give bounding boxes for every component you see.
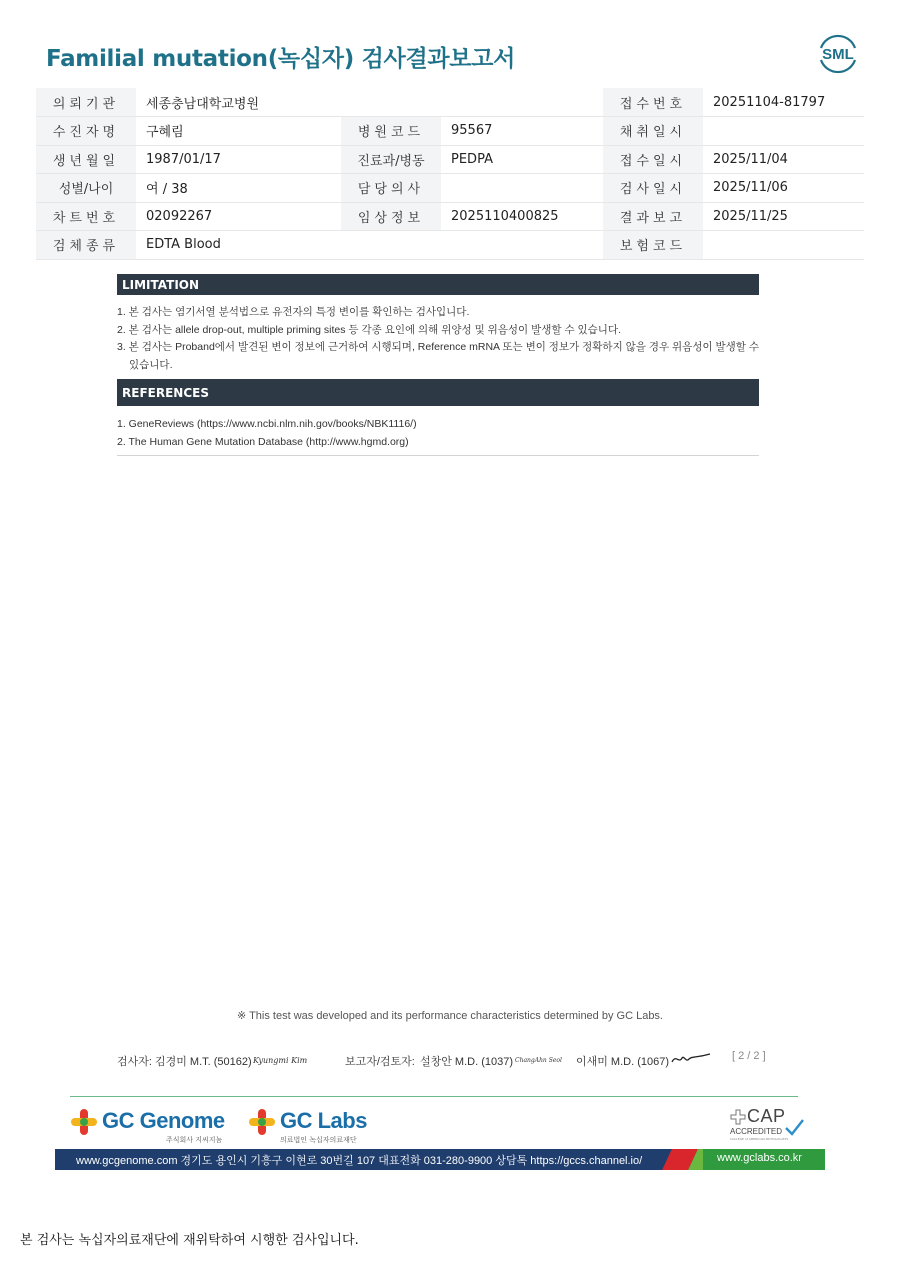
footer-rule — [70, 1096, 798, 1097]
gc-labs-logo — [248, 1108, 367, 1144]
reporter1-signature-text: ChangAhn Seol — [515, 1057, 562, 1064]
section-divider — [117, 455, 759, 456]
info-row — [36, 202, 864, 231]
info-value: 1987/01/17 — [136, 145, 341, 174]
info-value: 2025110400825 — [441, 202, 603, 231]
cap-college-text: COLLEGE of AMERICAN PATHOLOGISTS — [730, 1137, 789, 1141]
page-indicator: [ 2 / 2 ] — [732, 1050, 766, 1062]
info-row — [36, 145, 864, 174]
info-value: 여 / 38 — [136, 174, 341, 203]
report-title: Familial mutation(녹십자) 검사결과보고서 — [46, 46, 516, 72]
gc-cross-icon — [248, 1108, 276, 1136]
list-item: 3. 본 검사는 Proband에서 발견된 변이 정보에 근거하여 시행되며, Reference mRNA 또는 변이 정보가 정확하지 않을 경우 위음성이 발생할 수 있습니다. — [117, 341, 760, 371]
sml-logo-text: SML — [822, 46, 854, 63]
checkmark-icon — [784, 1118, 804, 1136]
info-label: 의뢰기관 — [36, 88, 136, 117]
info-value — [703, 117, 864, 146]
info-value — [703, 231, 864, 260]
info-value: EDTA Blood — [136, 231, 603, 260]
tester-signature-text: Kyungmi Kim — [253, 1056, 308, 1065]
info-row — [36, 88, 864, 117]
references-heading: REFERENCES — [117, 379, 759, 406]
list-item: 2. 본 검사는 allele drop-out, multiple priming sites 등 각종 요인에 의해 위양성 및 위음성이 발생할 수 있습니다. — [117, 323, 622, 336]
info-label: 수진자명 — [36, 117, 136, 146]
info-value: 95567 — [441, 117, 603, 146]
reporter2-signature — [670, 1050, 712, 1068]
gc-genome-sub: 주식회사 지씨지놈 — [166, 1136, 223, 1144]
signers-line — [117, 1050, 777, 1070]
info-label: 차트번호 — [36, 202, 136, 231]
outsourced-test-note: 본 검사는 녹십자의료재단에 재위탁하여 시행한 검사입니다. — [20, 1233, 359, 1248]
footer-contact-text: www.gcgenome.com 경기도 용인시 기흥구 이현로 30번길 107 대표전화 031-280-9900 상담톡 https://gccs.channel.io/ — [76, 1155, 643, 1167]
tester-label: 검사자: — [117, 1056, 152, 1068]
cap-accredited-text: ACCREDITED — [730, 1127, 783, 1136]
info-value: 세종충남대학교병원 — [136, 88, 603, 117]
sml-logo — [815, 30, 861, 76]
info-label: 검체종류 — [36, 231, 136, 260]
gc-cross-icon — [70, 1108, 98, 1136]
info-label: 접수일시 — [603, 145, 703, 174]
reporter-label: 보고자/검토자: — [345, 1056, 415, 1068]
reporter2-name: 이새미 M.D. (1067) — [576, 1056, 670, 1068]
limitation-section — [117, 274, 759, 374]
footer-contact-bar — [55, 1149, 825, 1170]
info-label: 생년월일 — [36, 145, 136, 174]
gc-labs-name: GC Labs — [280, 1108, 367, 1133]
references-list — [117, 416, 759, 451]
limitation-list — [117, 304, 759, 374]
list-item: 1. GeneReviews (https://www.ncbi.nlm.nih.gov/books/NBK1116/) — [117, 418, 417, 430]
info-label: 채취일시 — [603, 117, 703, 146]
list-item: 2. The Human Gene Mutation Database (http://www.hgmd.org) — [117, 435, 409, 448]
info-label: 병원코드 — [341, 117, 441, 146]
gclabs-url: www.gclabs.co.kr — [717, 1152, 802, 1164]
info-row — [36, 174, 864, 203]
info-value: 2025/11/25 — [703, 202, 864, 231]
references-section — [117, 379, 759, 451]
info-label: 성별/나이 — [36, 174, 136, 203]
info-value: 2025/11/06 — [703, 174, 864, 203]
patient-info-table — [36, 88, 864, 260]
info-row — [36, 231, 864, 260]
info-label: 진료과/병동 — [341, 145, 441, 174]
info-value — [441, 174, 603, 203]
info-value: 20251104-81797 — [703, 88, 864, 117]
info-value: 구혜림 — [136, 117, 341, 146]
reporter1-signature — [515, 1050, 562, 1068]
limitation-heading: LIMITATION — [117, 274, 759, 295]
cap-text: CAP — [747, 1106, 786, 1126]
gc-genome-name: GC Genome — [102, 1108, 225, 1133]
gc-genome-logo — [70, 1108, 225, 1144]
reporter1-name: 설창안 M.D. (1037) — [420, 1056, 514, 1068]
footer-green-block — [703, 1149, 825, 1170]
tester-signature — [253, 1050, 308, 1068]
info-value: 2025/11/04 — [703, 145, 864, 174]
info-value: 02092267 — [136, 202, 341, 231]
info-label: 검사일시 — [603, 174, 703, 203]
info-label: 결과보고 — [603, 202, 703, 231]
development-disclaimer: ※ This test was developed and its performance characteristics determined by GC Labs. — [237, 1010, 663, 1022]
cap-accredited-logo — [728, 1108, 808, 1144]
gc-labs-sub: 의료법인 녹십자의료재단 — [280, 1136, 357, 1144]
tester-name: 김경미 M.T. (50162) — [155, 1056, 252, 1068]
info-row — [36, 117, 864, 146]
info-label: 보험코드 — [603, 231, 703, 260]
list-item: 1. 본 검사는 염기서열 분석법으로 유전자의 특정 변이를 확인하는 검사입니다. — [117, 306, 470, 318]
info-label: 담당의사 — [341, 174, 441, 203]
cap-cross-icon — [730, 1109, 746, 1125]
info-value: PEDPA — [441, 145, 603, 174]
info-label: 접수번호 — [603, 88, 703, 117]
info-label: 임상정보 — [341, 202, 441, 231]
